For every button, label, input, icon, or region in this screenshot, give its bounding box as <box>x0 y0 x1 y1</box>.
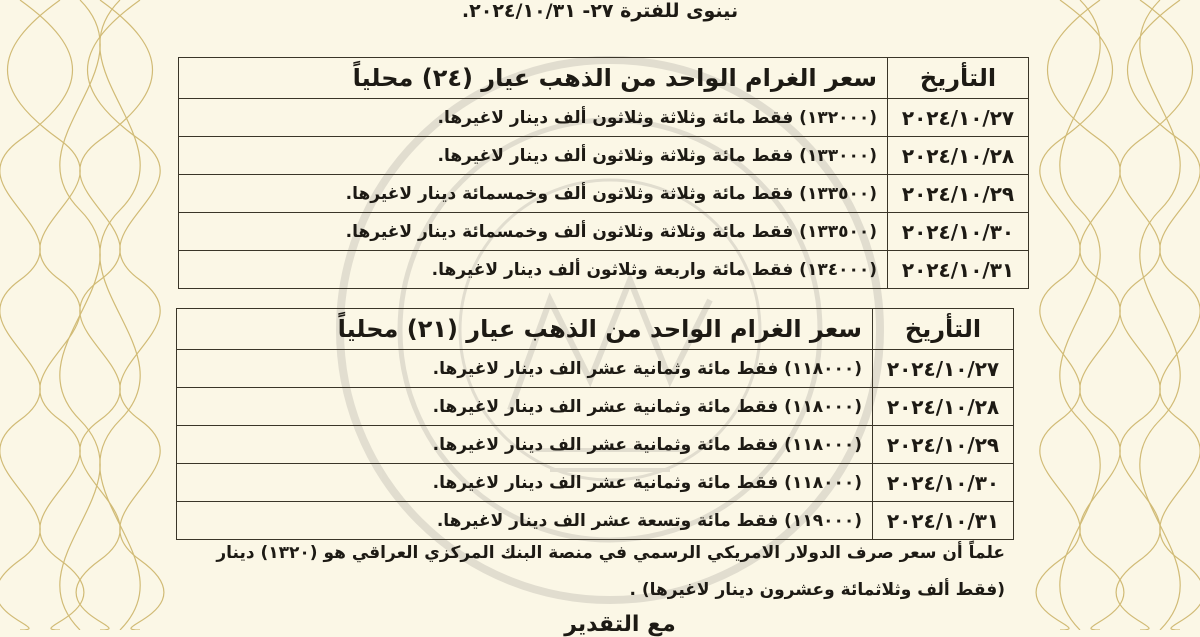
decorative-border-right <box>1000 0 1200 630</box>
date-cell: ٢٠٢٤/١٠/٢٩ <box>873 426 1014 464</box>
table-row <box>179 213 1029 251</box>
date-cell: ٢٠٢٤/١٠/٢٨ <box>873 388 1014 426</box>
price-cell: (١١٩٠٠٠) فقط مائة وتسعة عشر الف دينار لاغيرها. <box>177 502 873 540</box>
date-cell: ٢٠٢٤/١٠/٢٧ <box>888 99 1029 137</box>
date-cell: ٢٠٢٤/١٠/٣٠ <box>888 213 1029 251</box>
exchange-rate-note: علماً أن سعر صرف الدولار الامريكي الرسمي في منصة البنك المركزي العراقي هو (١٣٢٠) دينار <box>216 543 1005 563</box>
decorative-border-left <box>0 0 200 630</box>
date-cell: ٢٠٢٤/١٠/٣١ <box>888 251 1029 289</box>
price-cell: (١١٨٠٠٠) فقط مائة وثمانية عشر الف دينار لاغيرها. <box>177 388 873 426</box>
price-column-header: سعر الغرام الواحد من الذهب عيار (٢٤) محلياً <box>179 58 888 99</box>
gold-21k-price-table <box>176 308 1014 540</box>
table-row <box>177 502 1014 540</box>
price-cell: (١١٨٠٠٠) فقط مائة وثمانية عشر الف دينار لاغيرها. <box>177 464 873 502</box>
date-cell: ٢٠٢٤/١٠/٢٩ <box>888 175 1029 213</box>
table-header-row <box>179 58 1029 99</box>
price-cell: (١١٨٠٠٠) فقط مائة وثمانية عشر الف دينار لاغيرها. <box>177 350 873 388</box>
price-cell: (١٣٤٠٠٠) فقط مائة واربعة وثلاثون ألف دينار لاغيرها. <box>179 251 888 289</box>
table-row <box>177 350 1014 388</box>
price-cell: (١٣٢٠٠٠) فقط مائة وثلاثة وثلاثون ألف دينار لاغيرها. <box>179 99 888 137</box>
table-row <box>179 251 1029 289</box>
exchange-rate-note-amount: (فقط ألف وثلاثمائة وعشرون دينار لاغيرها) . <box>629 580 1005 600</box>
price-column-header: سعر الغرام الواحد من الذهب عيار (٢١) محلياً <box>177 309 873 350</box>
table-row <box>179 99 1029 137</box>
date-cell: ٢٠٢٤/١٠/٢٨ <box>888 137 1029 175</box>
price-cell: (١٣٣٠٠٠) فقط مائة وثلاثة وثلاثون ألف دينار لاغيرها. <box>179 137 888 175</box>
table-row <box>179 175 1029 213</box>
table-row <box>179 137 1029 175</box>
closing-regards: مع التقدير <box>564 612 676 637</box>
table-row <box>177 426 1014 464</box>
date-cell: ٢٠٢٤/١٠/٣٠ <box>873 464 1014 502</box>
table-header-row <box>177 309 1014 350</box>
gold-24k-price-table <box>178 57 1029 289</box>
price-cell: (١٣٣٥٠٠) فقط مائة وثلاثة وثلاثون ألف وخمسمائة دينار لاغيرها. <box>179 175 888 213</box>
price-cell: (١١٨٠٠٠) فقط مائة وثمانية عشر الف دينار لاغيرها. <box>177 426 873 464</box>
date-column-header: التأريخ <box>873 309 1014 350</box>
date-column-header: التأريخ <box>888 58 1029 99</box>
table-row <box>177 464 1014 502</box>
date-cell: ٢٠٢٤/١٠/٢٧ <box>873 350 1014 388</box>
price-cell: (١٣٣٥٠٠) فقط مائة وثلاثة وثلاثون ألف وخمسمائة دينار لاغيرها. <box>179 213 888 251</box>
date-cell: ٢٠٢٤/١٠/٣١ <box>873 502 1014 540</box>
table-row <box>177 388 1014 426</box>
period-heading: نينوى للفترة ٢٧- ٢٠٢٤/١٠/٣١. <box>461 0 739 22</box>
